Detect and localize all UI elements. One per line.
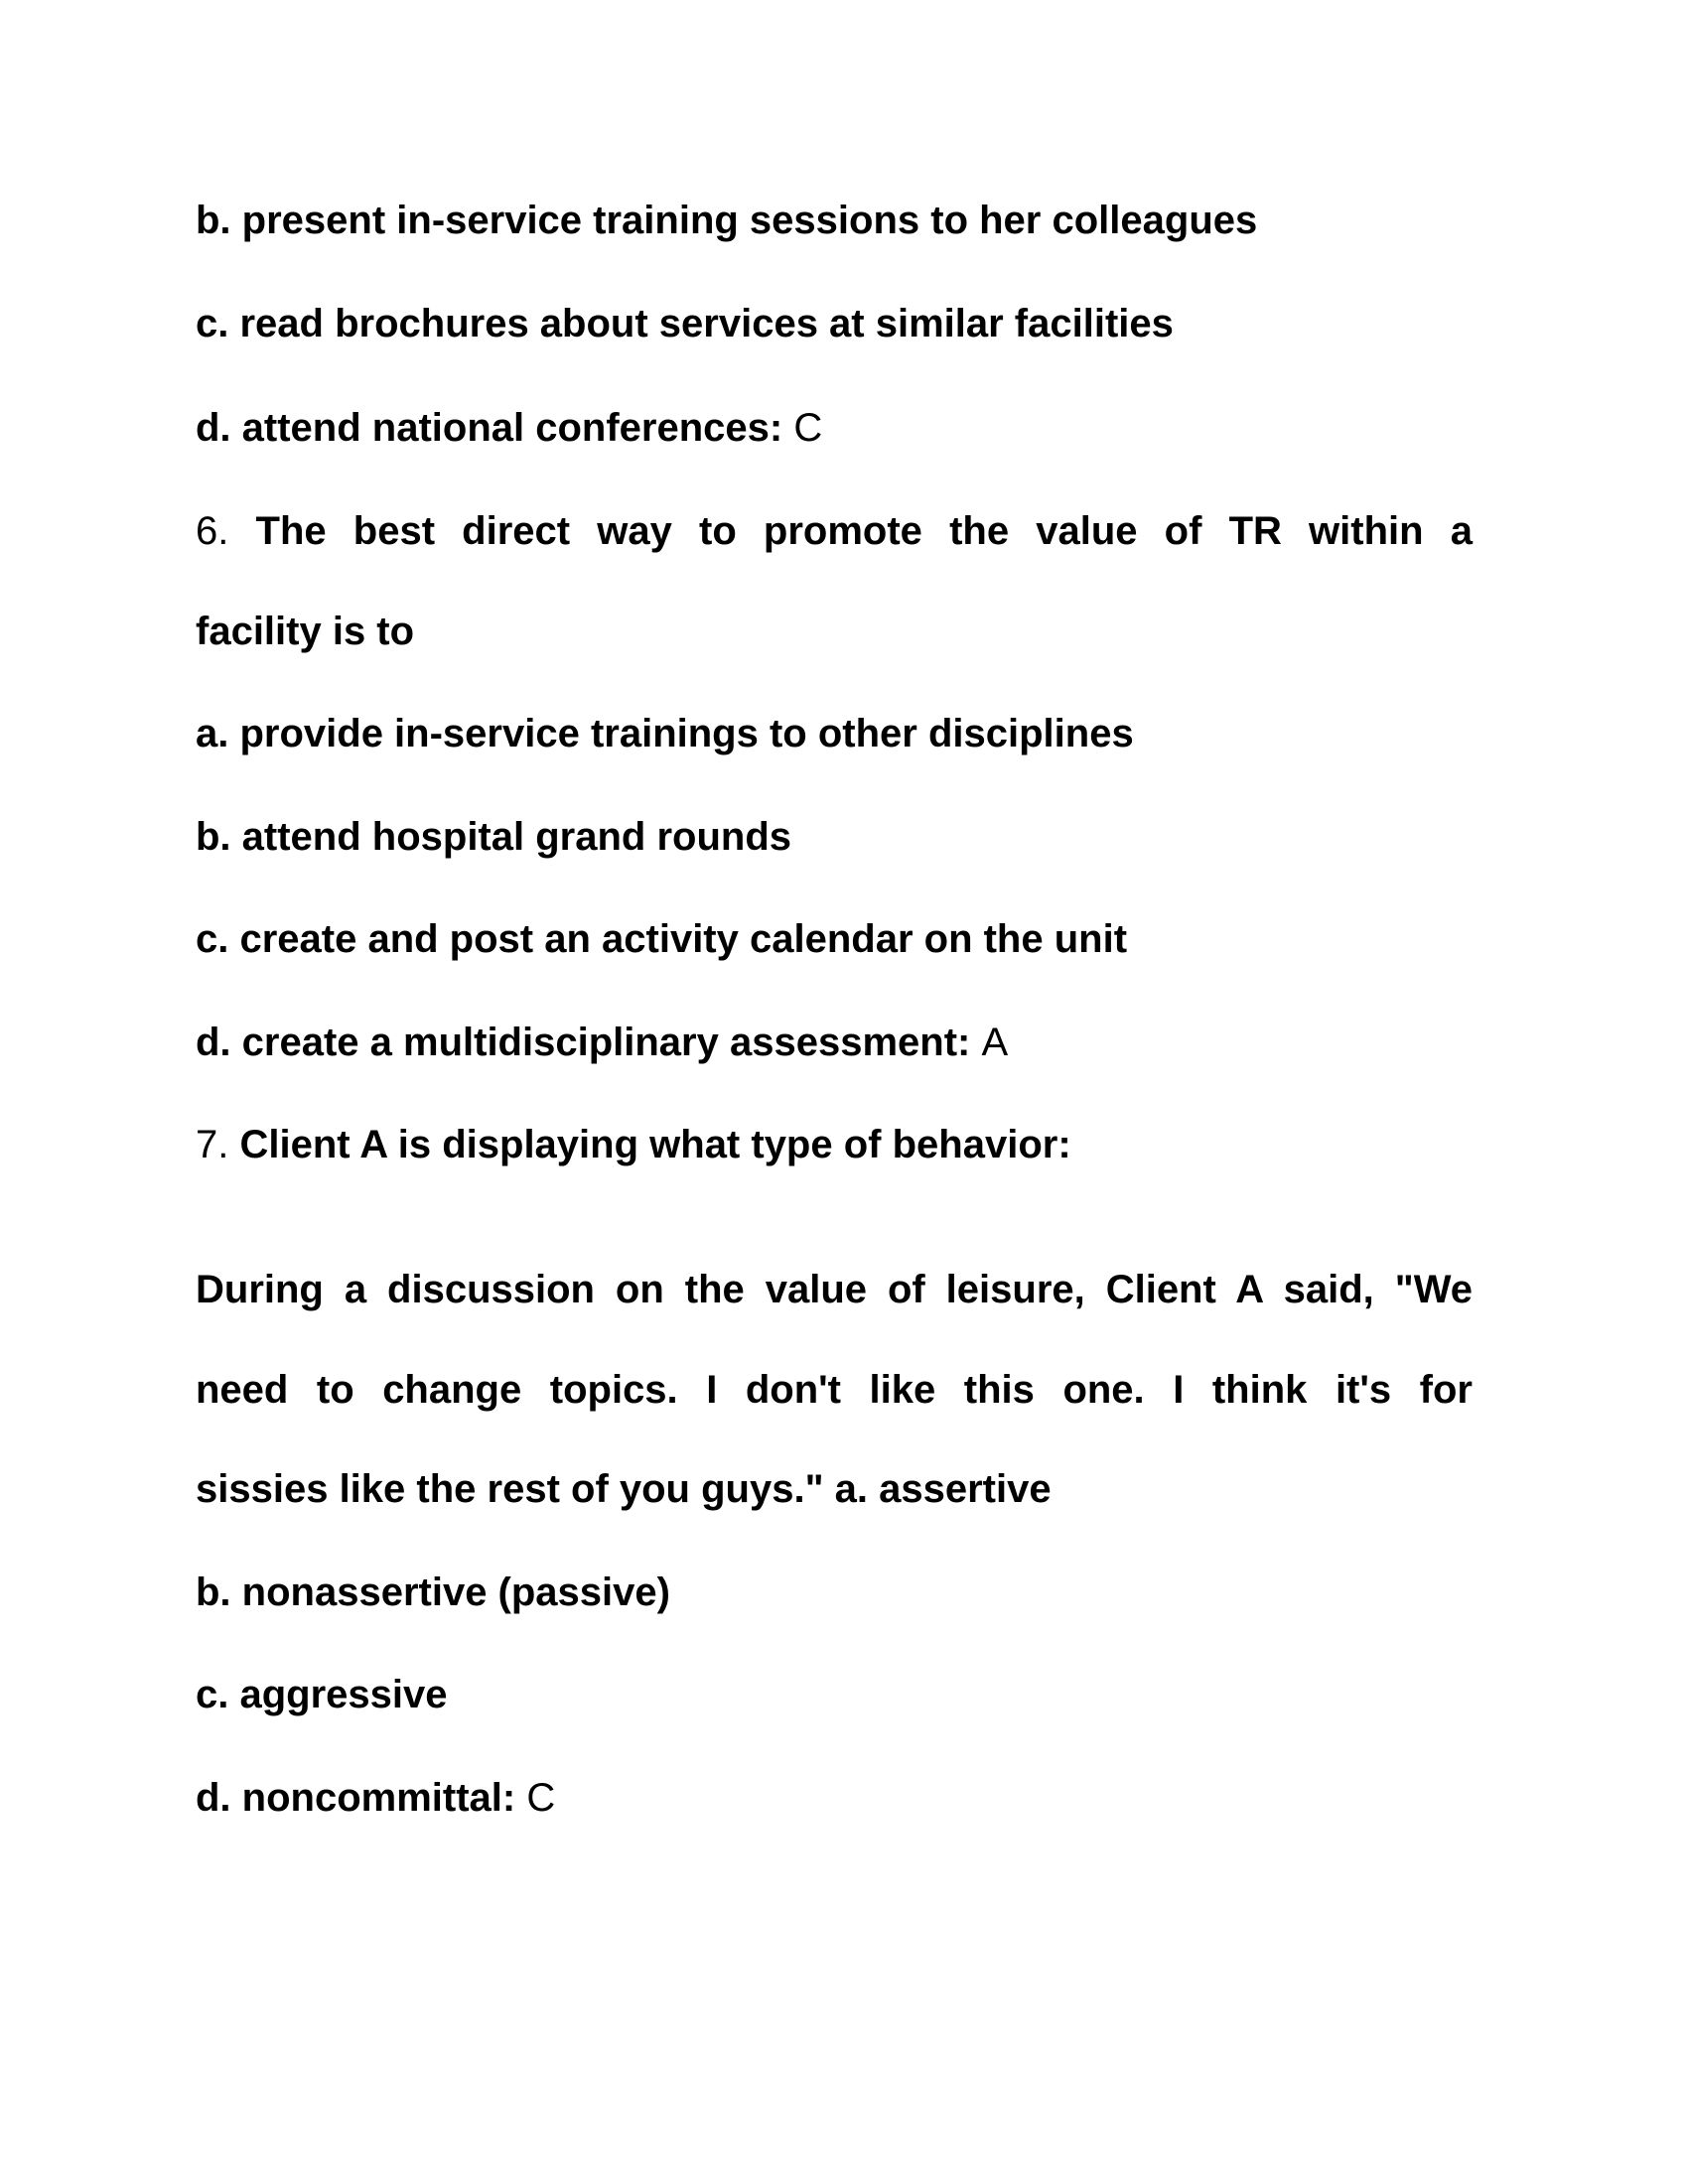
option-d-q5 xyxy=(196,404,1473,452)
option-text: d. create a multidisciplinary assessment: xyxy=(196,1021,971,1064)
scenario-text: need to change topics. I don't like this one. I think it's for xyxy=(196,1368,1473,1412)
option-text: b. present in-service training sessions to her colleagues xyxy=(196,199,1258,242)
question-7 xyxy=(196,1121,1473,1168)
option-d-q6 xyxy=(196,1019,1473,1066)
option-text: d. noncommittal: xyxy=(196,1776,516,1820)
option-text: c. aggressive xyxy=(196,1673,448,1716)
option-c-q5 xyxy=(196,300,1473,347)
scenario-text: During a discussion on the value of leisure, Client A said, "We xyxy=(196,1268,1473,1311)
scenario-line-3 xyxy=(196,1465,1473,1513)
scenario-line-2 xyxy=(196,1366,1473,1414)
question-number: 7. xyxy=(196,1123,229,1166)
option-text: b. nonassertive (passive) xyxy=(196,1570,670,1614)
option-b-q6 xyxy=(196,813,1473,861)
option-text: c. read brochures about services at similar facilities xyxy=(196,302,1174,345)
question-text: facility is to xyxy=(196,610,415,653)
question-text: The best direct way to promote the value of TR within a xyxy=(255,509,1473,553)
option-b-q5 xyxy=(196,197,1473,244)
option-c-q6 xyxy=(196,915,1473,963)
scenario-line-1 xyxy=(196,1266,1473,1313)
option-text: c. create and post an activity calendar on the unit xyxy=(196,917,1128,961)
question-number: 6. xyxy=(196,509,229,553)
answer: A xyxy=(981,1021,1009,1064)
option-a-q6 xyxy=(196,710,1473,757)
question-6-cont xyxy=(196,608,1473,655)
option-c-q7 xyxy=(196,1671,1473,1718)
option-text: d. attend national conferences: xyxy=(196,406,783,450)
option-b-q7 xyxy=(196,1569,1473,1616)
scenario-text: sissies like the rest of you guys." a. assertive xyxy=(196,1467,1052,1511)
question-text: Client A is displaying what type of behavior: xyxy=(239,1123,1071,1166)
option-d-q7 xyxy=(196,1774,1473,1822)
question-6 xyxy=(196,507,1473,555)
option-text: b. attend hospital grand rounds xyxy=(196,815,791,859)
option-text: a. provide in-service trainings to other disciplines xyxy=(196,712,1134,755)
answer: C xyxy=(526,1776,556,1820)
answer: C xyxy=(793,406,823,450)
